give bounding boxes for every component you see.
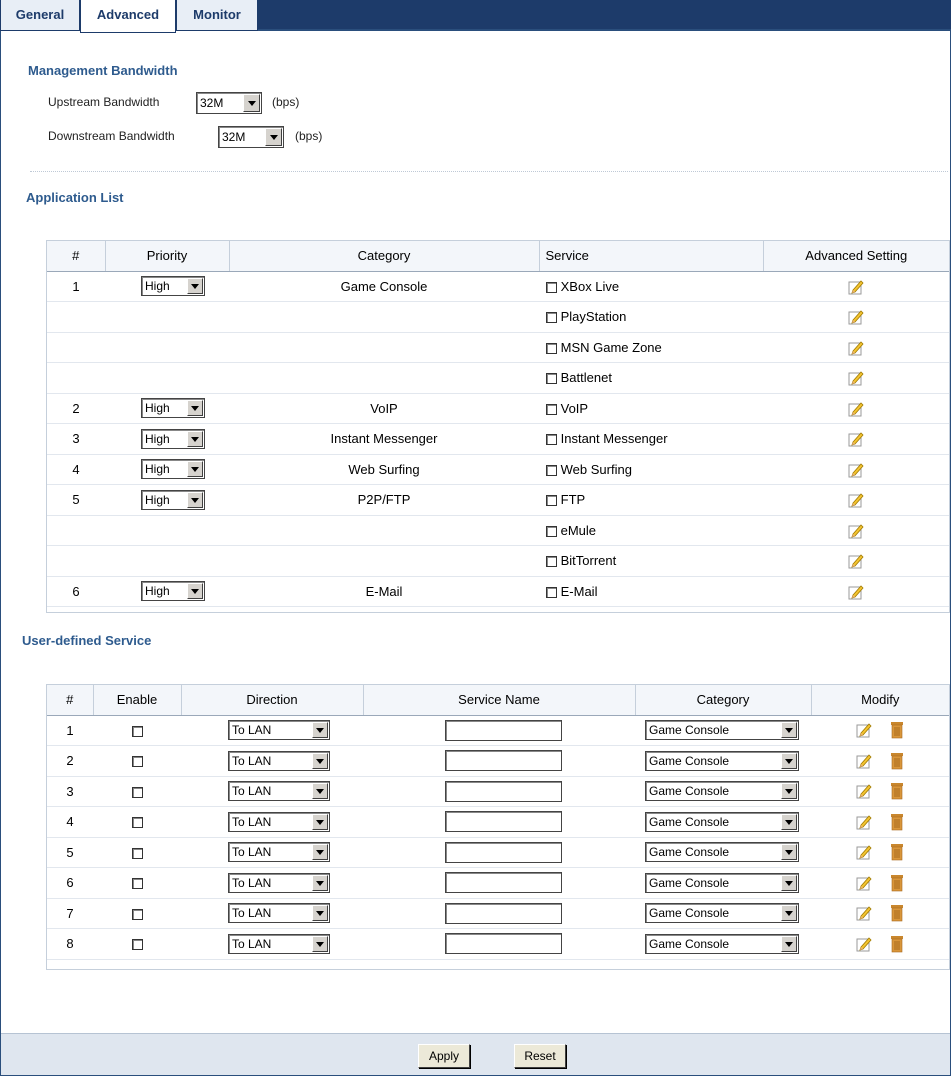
section-divider <box>30 171 948 172</box>
priority-select[interactable] <box>141 276 205 296</box>
service-name-cell <box>363 807 635 838</box>
service-label: PlayStation <box>560 309 627 325</box>
chevron-down-icon <box>187 431 203 447</box>
row-number <box>47 332 105 363</box>
service-checkbox[interactable] <box>546 434 557 445</box>
row-number: 5 <box>47 485 105 516</box>
priority-cell <box>105 576 229 607</box>
direction-select[interactable] <box>228 781 330 801</box>
trash-icon[interactable] <box>890 843 904 861</box>
trash-icon[interactable] <box>890 721 904 739</box>
edit-icon[interactable] <box>848 553 864 569</box>
user-defined-table <box>47 685 949 960</box>
table-row <box>47 363 949 394</box>
direction-value: To LAN <box>232 723 272 738</box>
chevron-down-icon <box>781 875 797 891</box>
category-select[interactable] <box>645 903 799 923</box>
direction-select[interactable] <box>228 720 330 740</box>
enable-cell <box>93 929 181 960</box>
enable-cell <box>93 746 181 777</box>
table-row <box>47 868 949 899</box>
row-number: 4 <box>47 807 93 838</box>
chevron-down-icon <box>781 753 797 769</box>
direction-select[interactable] <box>228 751 330 771</box>
category-cell <box>229 302 539 333</box>
category-value: Game Console <box>649 936 730 951</box>
priority-select[interactable] <box>141 490 205 510</box>
edit-icon[interactable] <box>856 875 872 891</box>
table-row <box>47 746 949 777</box>
priority-select[interactable] <box>141 581 205 601</box>
priority-value: High <box>145 492 170 507</box>
advanced-setting-cell <box>763 576 949 607</box>
service-checkbox[interactable] <box>546 556 557 567</box>
column-header: # <box>47 241 105 271</box>
chevron-down-icon <box>781 936 797 952</box>
service-label: FTP <box>560 492 586 508</box>
service-cell <box>539 302 763 333</box>
category-cell <box>229 363 539 394</box>
direction-cell <box>181 837 363 868</box>
service-label: E-Mail <box>560 583 598 599</box>
enable-checkbox[interactable] <box>132 787 143 798</box>
category-select[interactable] <box>645 751 799 771</box>
category-value: Game Console <box>649 784 730 799</box>
modify-cell <box>811 807 949 838</box>
priority-select[interactable] <box>141 459 205 479</box>
service-cell <box>539 271 763 302</box>
table-row <box>47 546 949 577</box>
trash-icon[interactable] <box>890 782 904 800</box>
edit-icon[interactable] <box>856 905 872 921</box>
direction-cell <box>181 868 363 899</box>
service-checkbox[interactable] <box>546 282 557 293</box>
edit-icon[interactable] <box>856 753 872 769</box>
application-table <box>47 241 949 607</box>
category-value: Game Console <box>649 906 730 921</box>
enable-cell <box>93 715 181 746</box>
edit-icon[interactable] <box>848 431 864 447</box>
downstream-unit: (bps) <box>295 129 323 143</box>
category-cell <box>635 837 811 868</box>
enable-cell <box>93 837 181 868</box>
priority-select[interactable] <box>141 398 205 418</box>
advanced-setting-cell <box>763 302 949 333</box>
service-cell <box>539 393 763 424</box>
tab-monitor[interactable]: Monitor <box>176 0 258 31</box>
priority-value: High <box>145 401 170 416</box>
row-number: 3 <box>47 424 105 455</box>
column-header: Advanced Setting <box>763 241 949 271</box>
service-label: Battlenet <box>560 370 612 386</box>
edit-icon[interactable] <box>848 584 864 600</box>
advanced-setting-cell <box>763 485 949 516</box>
row-number <box>47 515 105 546</box>
modify-cell <box>811 898 949 929</box>
column-header: Service Name <box>363 685 635 715</box>
category-select[interactable] <box>645 781 799 801</box>
downstream-label: Downstream Bandwidth <box>48 129 175 143</box>
edit-icon[interactable] <box>856 722 872 738</box>
category-cell <box>229 546 539 577</box>
enable-checkbox[interactable] <box>132 909 143 920</box>
column-header: Category <box>635 685 811 715</box>
row-number: 1 <box>47 271 105 302</box>
column-header: Direction <box>181 685 363 715</box>
direction-select[interactable] <box>228 903 330 923</box>
column-header: Category <box>229 241 539 271</box>
service-cell <box>539 546 763 577</box>
direction-value: To LAN <box>232 784 272 799</box>
modify-cell <box>811 868 949 899</box>
trash-icon[interactable] <box>890 935 904 953</box>
table-row <box>47 929 949 960</box>
table-row <box>47 898 949 929</box>
column-header: # <box>47 685 93 715</box>
enable-checkbox[interactable] <box>132 817 143 828</box>
service-name-input[interactable] <box>445 872 562 893</box>
trash-icon[interactable] <box>890 874 904 892</box>
column-header: Modify <box>811 685 949 715</box>
upstream-label: Upstream Bandwidth <box>48 95 160 109</box>
category-cell: VoIP <box>229 393 539 424</box>
enable-cell <box>93 776 181 807</box>
category-cell <box>635 807 811 838</box>
category-cell: Instant Messenger <box>229 424 539 455</box>
service-cell <box>539 515 763 546</box>
table-row <box>47 776 949 807</box>
table-row <box>47 393 949 424</box>
category-value: Game Console <box>649 753 730 768</box>
edit-icon[interactable] <box>848 523 864 539</box>
row-number: 5 <box>47 837 93 868</box>
chevron-down-icon <box>243 94 260 112</box>
table-row <box>47 837 949 868</box>
advanced-setting-cell <box>763 363 949 394</box>
application-list-title: Application List <box>26 190 124 205</box>
upstream-select[interactable] <box>196 92 262 114</box>
row-number: 2 <box>47 746 93 777</box>
priority-value: High <box>145 279 170 294</box>
chevron-down-icon <box>312 722 328 738</box>
table-row <box>47 807 949 838</box>
chevron-down-icon <box>781 814 797 830</box>
row-number: 1 <box>47 715 93 746</box>
direction-cell <box>181 776 363 807</box>
priority-cell <box>105 546 229 577</box>
service-cell <box>539 424 763 455</box>
enable-checkbox[interactable] <box>132 939 143 950</box>
category-select[interactable] <box>645 873 799 893</box>
advanced-setting-cell <box>763 271 949 302</box>
chevron-down-icon <box>781 844 797 860</box>
chevron-down-icon <box>312 875 328 891</box>
edit-icon[interactable] <box>848 279 864 295</box>
advanced-setting-cell <box>763 454 949 485</box>
edit-icon[interactable] <box>856 936 872 952</box>
table-row <box>47 515 949 546</box>
service-checkbox[interactable] <box>546 587 557 598</box>
enable-cell <box>93 898 181 929</box>
service-label: MSN Game Zone <box>560 339 662 355</box>
edit-icon[interactable] <box>856 814 872 830</box>
chevron-down-icon <box>781 905 797 921</box>
service-name-cell <box>363 837 635 868</box>
service-checkbox[interactable] <box>546 495 557 506</box>
priority-cell <box>105 302 229 333</box>
service-checkbox[interactable] <box>546 343 557 354</box>
enable-cell <box>93 807 181 838</box>
chevron-down-icon <box>312 783 328 799</box>
service-cell <box>539 454 763 485</box>
enable-checkbox[interactable] <box>132 756 143 767</box>
advanced-setting-cell <box>763 546 949 577</box>
service-checkbox[interactable] <box>546 526 557 537</box>
table-row <box>47 271 949 302</box>
priority-select[interactable] <box>141 429 205 449</box>
chevron-down-icon <box>187 583 203 599</box>
upstream-value: 32M <box>200 96 224 110</box>
table-row <box>47 454 949 485</box>
category-select[interactable] <box>645 720 799 740</box>
modify-cell <box>811 837 949 868</box>
chevron-down-icon <box>187 278 203 294</box>
chevron-down-icon <box>187 492 203 508</box>
direction-value: To LAN <box>232 936 272 951</box>
chevron-down-icon <box>312 936 328 952</box>
service-checkbox[interactable] <box>546 404 557 415</box>
category-value: Game Console <box>649 875 730 890</box>
service-checkbox[interactable] <box>546 465 557 476</box>
row-number: 4 <box>47 454 105 485</box>
service-label: eMule <box>560 522 597 538</box>
downstream-select[interactable] <box>218 126 284 148</box>
table-row <box>47 424 949 455</box>
modify-cell <box>811 715 949 746</box>
category-cell <box>635 715 811 746</box>
priority-cell <box>105 332 229 363</box>
tab-bar <box>0 0 951 31</box>
row-number: 6 <box>47 868 93 899</box>
direction-value: To LAN <box>232 845 272 860</box>
category-cell <box>635 929 811 960</box>
row-number <box>47 363 105 394</box>
priority-cell <box>105 515 229 546</box>
priority-cell <box>105 485 229 516</box>
direction-select[interactable] <box>228 812 330 832</box>
edit-icon[interactable] <box>848 462 864 478</box>
row-number: 8 <box>47 929 93 960</box>
category-cell: E-Mail <box>229 576 539 607</box>
chevron-down-icon <box>781 783 797 799</box>
service-name-cell <box>363 898 635 929</box>
service-checkbox[interactable] <box>546 373 557 384</box>
edit-icon[interactable] <box>856 844 872 860</box>
category-cell <box>229 515 539 546</box>
tab-general[interactable]: General <box>0 0 80 31</box>
category-cell <box>635 868 811 899</box>
service-label: VoIP <box>560 400 589 416</box>
category-cell <box>635 898 811 929</box>
edit-icon[interactable] <box>848 370 864 386</box>
priority-value: High <box>145 462 170 477</box>
service-name-input[interactable] <box>445 781 562 802</box>
advanced-setting-cell <box>763 332 949 363</box>
service-label: XBox Live <box>560 278 620 294</box>
priority-value: High <box>145 584 170 599</box>
category-value: Game Console <box>649 845 730 860</box>
direction-select[interactable] <box>228 934 330 954</box>
direction-value: To LAN <box>232 906 272 921</box>
row-number <box>47 302 105 333</box>
advanced-setting-cell <box>763 424 949 455</box>
service-label: Web Surfing <box>560 461 632 477</box>
edit-icon[interactable] <box>848 401 864 417</box>
direction-select[interactable] <box>228 842 330 862</box>
downstream-value: 32M <box>222 130 246 144</box>
table-row <box>47 485 949 516</box>
service-checkbox[interactable] <box>546 312 557 323</box>
column-header: Priority <box>105 241 229 271</box>
category-cell: P2P/FTP <box>229 485 539 516</box>
priority-cell <box>105 271 229 302</box>
service-label: Instant Messenger <box>560 431 668 447</box>
direction-cell <box>181 746 363 777</box>
direction-cell <box>181 715 363 746</box>
service-name-cell <box>363 746 635 777</box>
row-number <box>47 546 105 577</box>
advanced-setting-cell <box>763 393 949 424</box>
trash-icon[interactable] <box>890 752 904 770</box>
trash-icon[interactable] <box>890 813 904 831</box>
service-name-cell <box>363 929 635 960</box>
service-cell <box>539 332 763 363</box>
direction-select[interactable] <box>228 873 330 893</box>
enable-checkbox[interactable] <box>132 726 143 737</box>
service-name-input[interactable] <box>445 903 562 924</box>
chevron-down-icon <box>312 814 328 830</box>
reset-button[interactable]: Reset <box>514 1044 566 1068</box>
user-defined-service-title: User-defined Service <box>22 633 152 648</box>
priority-cell <box>105 424 229 455</box>
category-cell <box>635 776 811 807</box>
enable-cell <box>93 868 181 899</box>
row-number: 6 <box>47 576 105 607</box>
service-name-cell <box>363 868 635 899</box>
category-value: Game Console <box>649 814 730 829</box>
category-cell <box>229 332 539 363</box>
service-cell <box>539 576 763 607</box>
row-number: 3 <box>47 776 93 807</box>
row-number: 2 <box>47 393 105 424</box>
row-number: 7 <box>47 898 93 929</box>
table-row <box>47 332 949 363</box>
edit-icon[interactable] <box>848 340 864 356</box>
chevron-down-icon <box>312 905 328 921</box>
service-label: BitTorrent <box>560 553 617 569</box>
direction-cell <box>181 807 363 838</box>
enable-checkbox[interactable] <box>132 878 143 889</box>
enable-checkbox[interactable] <box>132 848 143 859</box>
chevron-down-icon <box>187 461 203 477</box>
category-cell: Web Surfing <box>229 454 539 485</box>
direction-cell <box>181 898 363 929</box>
trash-icon[interactable] <box>890 904 904 922</box>
chevron-down-icon <box>781 722 797 738</box>
category-select[interactable] <box>645 934 799 954</box>
modify-cell <box>811 929 949 960</box>
service-name-input[interactable] <box>445 750 562 771</box>
edit-icon[interactable] <box>856 783 872 799</box>
modify-cell <box>811 776 949 807</box>
chevron-down-icon <box>312 753 328 769</box>
service-cell <box>539 363 763 394</box>
priority-cell <box>105 454 229 485</box>
chevron-down-icon <box>312 844 328 860</box>
chevron-down-icon <box>265 128 282 146</box>
upstream-unit: (bps) <box>272 95 300 109</box>
service-cell <box>539 485 763 516</box>
priority-cell <box>105 363 229 394</box>
service-name-input[interactable] <box>445 720 562 741</box>
direction-value: To LAN <box>232 814 272 829</box>
priority-value: High <box>145 431 170 446</box>
edit-icon[interactable] <box>848 309 864 325</box>
apply-button[interactable]: Apply <box>418 1044 470 1068</box>
footer-bar <box>1 1033 950 1075</box>
category-cell: Game Console <box>229 271 539 302</box>
direction-value: To LAN <box>232 753 272 768</box>
service-name-cell <box>363 715 635 746</box>
advanced-setting-cell <box>763 515 949 546</box>
service-name-input[interactable] <box>445 842 562 863</box>
service-name-cell <box>363 776 635 807</box>
category-select[interactable] <box>645 812 799 832</box>
category-select[interactable] <box>645 842 799 862</box>
table-row <box>47 576 949 607</box>
direction-cell <box>181 929 363 960</box>
service-name-input[interactable] <box>445 933 562 954</box>
priority-cell <box>105 393 229 424</box>
table-row <box>47 715 949 746</box>
column-header: Enable <box>93 685 181 715</box>
category-value: Game Console <box>649 723 730 738</box>
table-row <box>47 302 949 333</box>
management-bandwidth-title: Management Bandwidth <box>28 63 178 78</box>
edit-icon[interactable] <box>848 492 864 508</box>
category-cell <box>635 746 811 777</box>
chevron-down-icon <box>187 400 203 416</box>
direction-value: To LAN <box>232 875 272 890</box>
tab-advanced[interactable]: Advanced <box>80 0 176 33</box>
column-header: Service <box>539 241 763 271</box>
modify-cell <box>811 746 949 777</box>
service-name-input[interactable] <box>445 811 562 832</box>
